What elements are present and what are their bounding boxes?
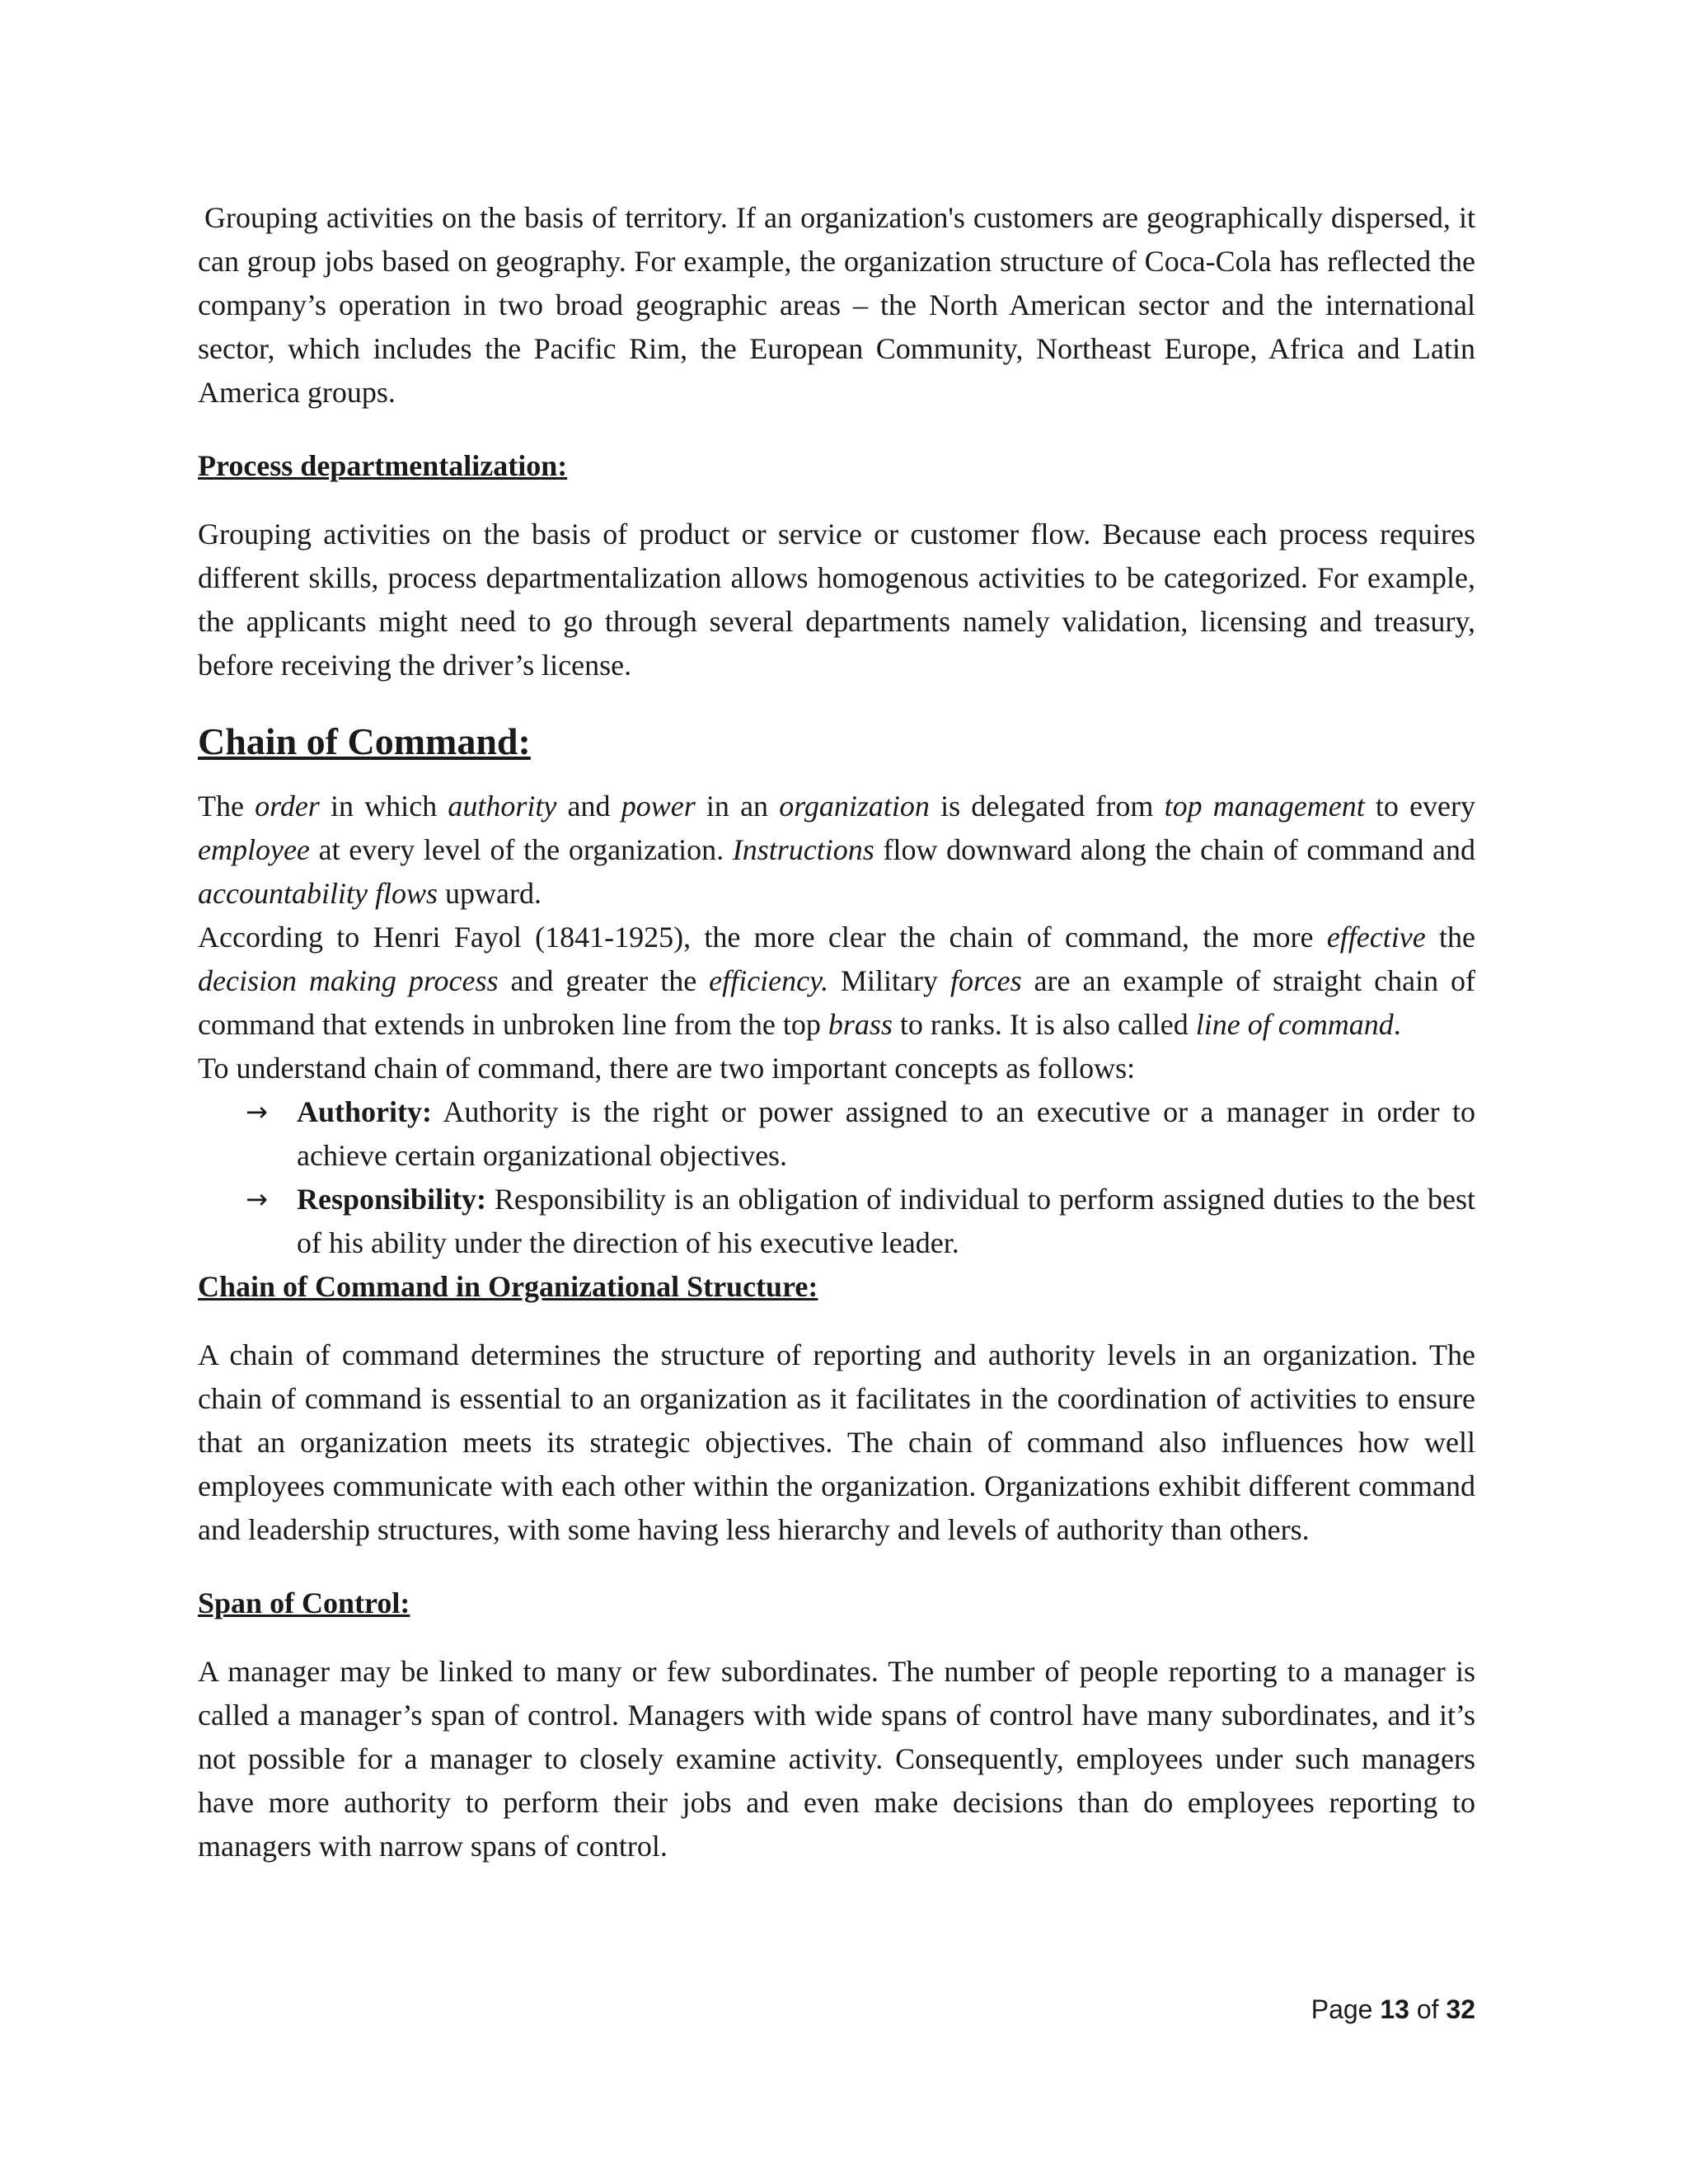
chain-definition-paragraph: The order in which authority and power in an organization is delegated from top management to every employee at every level of the organization. Instructions flow downward along the chain of command and accountability flows upward.	[198, 790, 1476, 910]
process-paragraph: Grouping activities on the basis of product or service or customer flow. Because each process requires different skills, process departmentalization allows homogenous activities to be categorized. For example, the applicants might need to go through several departments namely validation, licensing and treasury, before receiving the driver’s license.	[198, 518, 1475, 682]
span-paragraph: A manager may be linked to many or few subordinates. The number of people reporting to a manager is called a manager’s span of control. Managers with wide spans of control have many subordinates, and it’s not possible for a manager to closely examine activity. Consequently, employees under such managers have more authority to perform their jobs and even make decisions than do employees reporting to managers with narrow spans of control.	[198, 1655, 1475, 1863]
fayol-paragraph: According to Henri Fayol (1841-1925), the more clear the chain of command, the more effective the decision making process and greater the efficiency. Military forces are an example of straight chain of command that extends in unbroken line from the top brass to ranks. It is also called line of command.	[198, 921, 1476, 1041]
term-responsibility: Responsibility:	[297, 1183, 487, 1216]
list-item	[198, 1090, 1475, 1178]
spacer	[198, 766, 1475, 785]
list-item	[198, 1178, 1475, 1265]
span-of-control-heading: Span of Control:	[198, 1586, 410, 1619]
current-page: 13	[1380, 1994, 1409, 2024]
list-item-text: Responsibility is an obligation of individual to perform assigned duties to the best of his ability under the direction of his executive leader.	[297, 1183, 1475, 1259]
page-number-footer: Page 13 of 32	[1311, 1994, 1475, 2024]
structure-paragraph: A chain of command determines the structure of reporting and authority levels in an organization. The chain of command is essential to an organization as it facilitates in the coordination of activities to ensure that an organization meets its strategic objectives. The chain of command also influences how well employees communicate with each other within the organization. Organizations exhibit different command and leadership structures, with some having less hierarchy and levels of authority than others.	[198, 1338, 1475, 1546]
spacer	[198, 415, 1475, 444]
arrow-right-icon: →	[246, 1096, 268, 1127]
geographic-paragraph: Grouping activities on the basis of territory. If an organization's customers are geographically dispersed, it can group jobs based on geography. For example, the organization structure of Coca-Cola has reflected the company’s operation in two broad geographic areas – the North American sector and the international sector, which includes the Pacific Rim, the European Community, Northeast Europe, Africa and Latin America groups.	[198, 201, 1475, 409]
spacer	[198, 1309, 1475, 1333]
concepts-intro-paragraph: To understand chain of command, there are two important concepts as follows:	[198, 1052, 1136, 1085]
concepts-list	[198, 1090, 1475, 1265]
process-departmentalization-heading: Process departmentalization:	[198, 449, 568, 482]
spacer	[198, 687, 1475, 717]
chain-in-structure-heading: Chain of Command in Organizational Structure:	[198, 1270, 818, 1303]
chain-of-command-heading: Chain of Command:	[198, 720, 531, 762]
total-pages: 32	[1446, 1994, 1475, 2024]
document-page	[198, 196, 1475, 1868]
arrow-right-icon: →	[246, 1183, 268, 1215]
spacer	[198, 1552, 1475, 1582]
spacer	[198, 488, 1475, 513]
term-authority: Authority:	[297, 1095, 432, 1128]
spacer	[198, 1625, 1475, 1650]
list-item-text: Authority is the right or power assigned to an executive or a manager in order to achieve certain organizational objectives.	[297, 1095, 1475, 1172]
